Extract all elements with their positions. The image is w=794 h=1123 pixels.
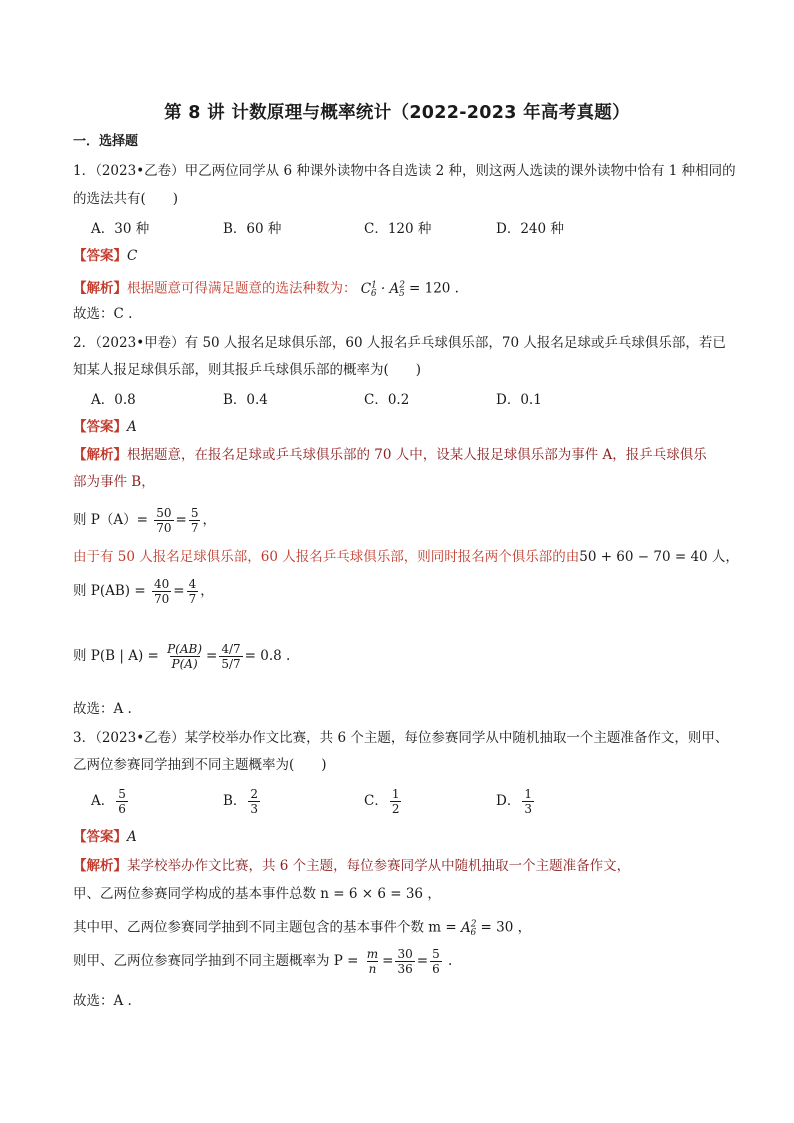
q2-option-d: D．0.1 xyxy=(496,392,542,408)
q3-step1: 甲、乙两位参赛同学构成的基本事件总数 n = 6 × 6 = 36 ， xyxy=(73,886,441,902)
q3-option-d: D． $\frac{1}{3}$ xyxy=(496,787,532,816)
q2-step4: 则 P(B | A) = $\frac{P(AB)}{P(A)}$ = $\frac{4/7}{5/7}$ = 0.8 . xyxy=(73,642,291,671)
q3-answer xyxy=(73,827,137,847)
q3-option-c: C． $\frac{1}{2}$ xyxy=(364,787,400,816)
analysis-tag: 【解析】 xyxy=(73,447,127,463)
q1-combination-math: $C^1_6 \cdot A^2_5$ xyxy=(360,280,405,300)
q3-analysis-text: 某学校举办作文比赛，共 6 个主题，每位参赛同学从中随机抽取一个主题准备作文， xyxy=(127,858,631,874)
q2-step4-prefix: 则 P(B | A) = xyxy=(73,648,159,664)
q3-step3: 则甲、乙两位参赛同学抽到不同主题概率为 P = $\frac{m}{n}$ = $\frac{30}{36}$ = $\frac{5}{6}$ . xyxy=(73,947,453,976)
q3-stem-line2: 乙两位参赛同学抽到不同主题概率为( ) xyxy=(73,757,327,773)
q3-analysis xyxy=(73,856,630,876)
fraction: $\frac{40}{70}$ xyxy=(153,577,170,606)
q3-option-a: A． $\frac{5}{6}$ xyxy=(91,787,126,816)
q1-answer-value: C xyxy=(127,248,138,264)
q2-step2-text: 由于有 50 人报名足球俱乐部，60 人报名乒乓球俱乐部，则同时报名两个俱乐部的由 xyxy=(73,549,580,565)
q2-step2-math: 50 + 60 − 70 = 40 人， xyxy=(579,549,739,565)
fraction: $\frac{P(AB)}{P(A)}$ xyxy=(167,642,203,671)
q2-step1: 则 P（A）= $\frac{50}{70}$ = $\frac{5}{7}$ ， xyxy=(73,506,216,535)
q2-option-a: A．0.8 xyxy=(91,392,136,408)
fraction: $\frac{50}{70}$ xyxy=(156,506,172,535)
fraction-denominator: 5/7 xyxy=(221,657,241,671)
q1-option-c: C．120 种 xyxy=(364,221,432,237)
answer-tag: 【答案】 xyxy=(73,829,127,845)
q3-permutation-math: $A^2_6$ xyxy=(461,919,477,939)
compound-fraction xyxy=(219,642,242,671)
page-title: 第 8 讲 计数原理与概率统计（2022-2023 年高考真题） xyxy=(164,103,630,123)
q1-stem-line1: 1．（2023•乙卷）甲乙两位同学从 6 种课外读物中各自选读 2 种，则这两人选读的课外读物中恰有 1 种相同的 xyxy=(73,163,736,179)
q2-step3: 则 P(AB) = $\frac{40}{70}$ = $\frac{4}{7}$ ， xyxy=(73,577,214,606)
q1-analysis-text: 根据题意可得满足题意的选法种数为： xyxy=(127,280,357,297)
analysis-tag: 【解析】 xyxy=(73,858,127,874)
answer-tag: 【答案】 xyxy=(73,248,127,264)
q3-conclusion: 故选：A . xyxy=(73,993,132,1009)
q1-stem-line2: 的选法共有( ) xyxy=(73,191,179,207)
q2-option-b: B．0.4 xyxy=(223,392,268,408)
q1-option-a: A．30 种 xyxy=(91,221,150,237)
q2-answer xyxy=(73,417,137,437)
q3-step2: 其中甲、乙两位参赛同学抽到不同主题包含的基本事件个数 $m = A^2_6 = 30$ ， xyxy=(73,919,532,939)
q2-conclusion: 故选：A . xyxy=(73,701,132,717)
q3-answer-value: A xyxy=(127,829,137,845)
q2-answer-value: A xyxy=(127,419,137,435)
q2-option-c: C．0.2 xyxy=(364,392,410,408)
answer-tag: 【答案】 xyxy=(73,419,127,435)
fraction-numerator: 4/7 xyxy=(221,642,241,656)
fraction: $\frac{5}{7}$ xyxy=(190,506,199,535)
q2-analysis-line2: 部为事件 B， xyxy=(73,474,155,490)
fraction: $\frac{4}{7}$ xyxy=(188,577,197,606)
q1-option-d: D．240 种 xyxy=(496,221,564,237)
q2-analysis-text1: 根据题意，在报名足球或乒乓球俱乐部的 70 人中，设某人报足球俱乐部为事件 A，报乒乓球俱乐 xyxy=(127,447,707,463)
q1-conclusion: 故选：C . xyxy=(73,306,133,322)
analysis-tag: 【解析】 xyxy=(73,280,127,297)
q1-analysis xyxy=(73,275,459,304)
q2-step3-prefix: 则 P(AB) = xyxy=(73,583,146,599)
q1-option-b: B．60 种 xyxy=(223,221,282,237)
q2-stem-line2: 知某人报足球俱乐部，则其报乒乓球俱乐部的概率为( ) xyxy=(73,362,422,378)
q2-step2 xyxy=(73,547,739,567)
q3-stem-line1: 3．（2023•乙卷）某学校举办作文比赛，共 6 个主题，每位参赛同学从中随机抽取一个主题准备作文，则甲、 xyxy=(73,730,729,746)
q1-analysis-result: = 120 . xyxy=(409,280,459,297)
q2-stem-line1: 2．（2023•甲卷）有 50 人报名足球俱乐部，60 人报名乒乓球俱乐部，70 人报名足球或乒乓球俱乐部，若已 xyxy=(73,335,726,351)
q2-step1-prefix: 则 P（A）= xyxy=(73,512,148,528)
q1-answer xyxy=(73,246,137,266)
q3-option-b: B． $\frac{2}{3}$ xyxy=(223,787,259,816)
q2-analysis-line1 xyxy=(73,445,707,465)
section-heading: 一．选择题 xyxy=(73,134,139,149)
